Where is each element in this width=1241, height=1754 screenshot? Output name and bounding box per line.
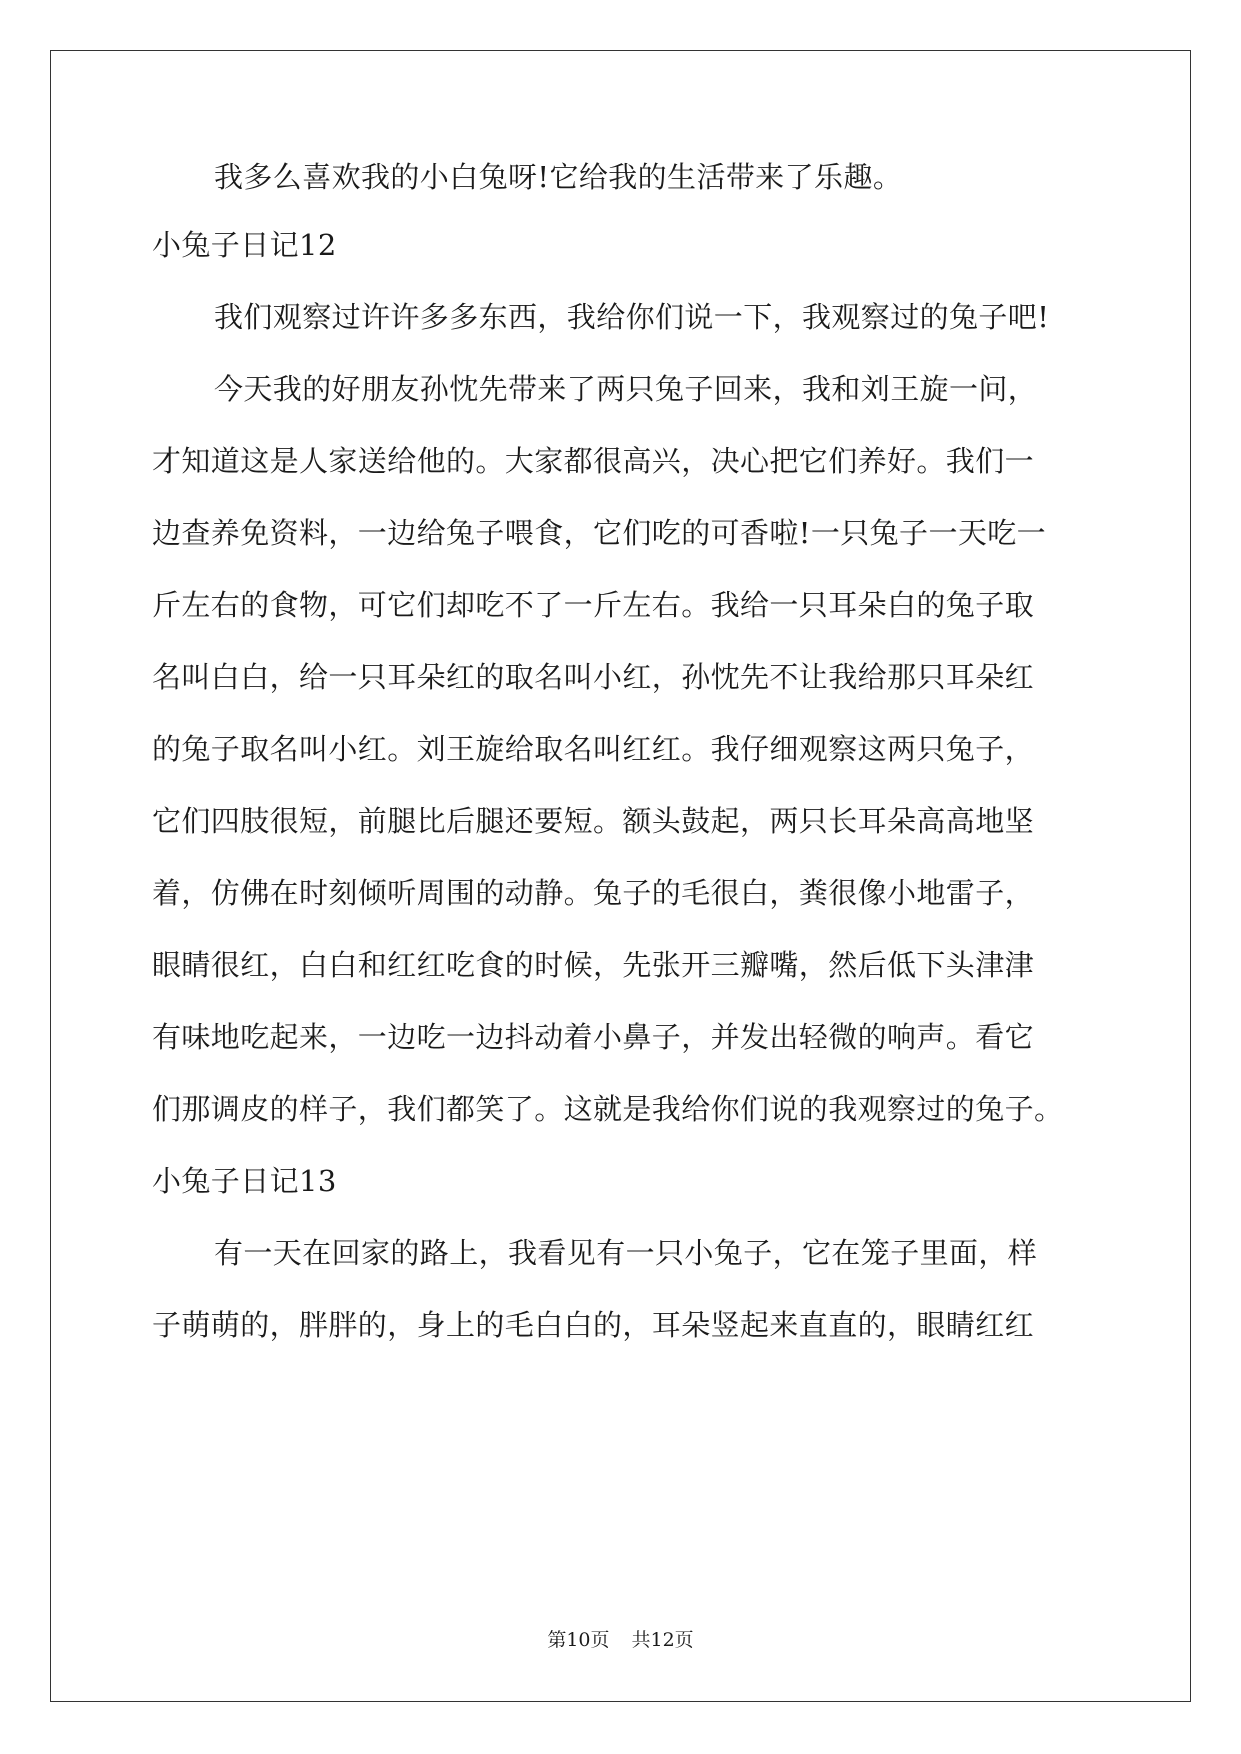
page-footer: [0, 1628, 1241, 1652]
page-number: 第10页: [547, 1629, 610, 1651]
paragraph-line: 有一天在回家的路上，我看见有一只小兔子，它在笼子里面，样: [214, 1236, 1038, 1270]
section-heading: 小兔子日记12: [152, 228, 337, 262]
paragraph-line: 边查养免资料，一边给兔子喂食，它们吃的可香啦!一只兔子一天吃一: [152, 516, 1047, 550]
paragraph-line: 我多么喜欢我的小白兔呀!它给我的生活带来了乐趣。: [214, 160, 903, 194]
paragraph-line: 着，仿佛在时刻倾听周围的动静。兔子的毛很白，粪很像小地雷子，: [152, 876, 1035, 910]
paragraph-line: 才知道这是人家送给他的。大家都很高兴，决心把它们养好。我们一: [152, 444, 1035, 478]
page-total: 共12页: [631, 1629, 694, 1651]
paragraph-line: 有味地吃起来，一边吃一边抖动着小鼻子，并发出轻微的响声。看它: [152, 1020, 1035, 1054]
paragraph-line: 们那调皮的样子，我们都笑了。这就是我给你们说的我观察过的兔子。: [152, 1092, 1064, 1126]
paragraph-line: 斤左右的食物，可它们却吃不了一斤左右。我给一只耳朵白的兔子取: [152, 588, 1035, 622]
paragraph-line: 眼睛很红，白白和红红吃食的时候，先张开三瓣嘴，然后低下头津津: [152, 948, 1035, 982]
paragraph-line: 它们四肢很短，前腿比后腿还要短。额头鼓起，两只长耳朵高高地坚: [152, 804, 1035, 838]
paragraph-line: 名叫白白，给一只耳朵红的取名叫小红，孙忱先不让我给那只耳朵红: [152, 660, 1035, 694]
paragraph-line: 的兔子取名叫小红。刘王旋给取名叫红红。我仔细观察这两只兔子，: [152, 732, 1035, 766]
paragraph-line: 子萌萌的，胖胖的，身上的毛白白的，耳朵竖起来直直的，眼睛红红: [152, 1308, 1035, 1342]
paragraph-line: 我们观察过许许多多东西，我给你们说一下，我观察过的兔子吧!: [214, 300, 1050, 334]
paragraph-line: 今天我的好朋友孙忱先带来了两只兔子回来，我和刘王旋一问，: [214, 372, 1038, 406]
section-heading: 小兔子日记13: [152, 1164, 337, 1198]
